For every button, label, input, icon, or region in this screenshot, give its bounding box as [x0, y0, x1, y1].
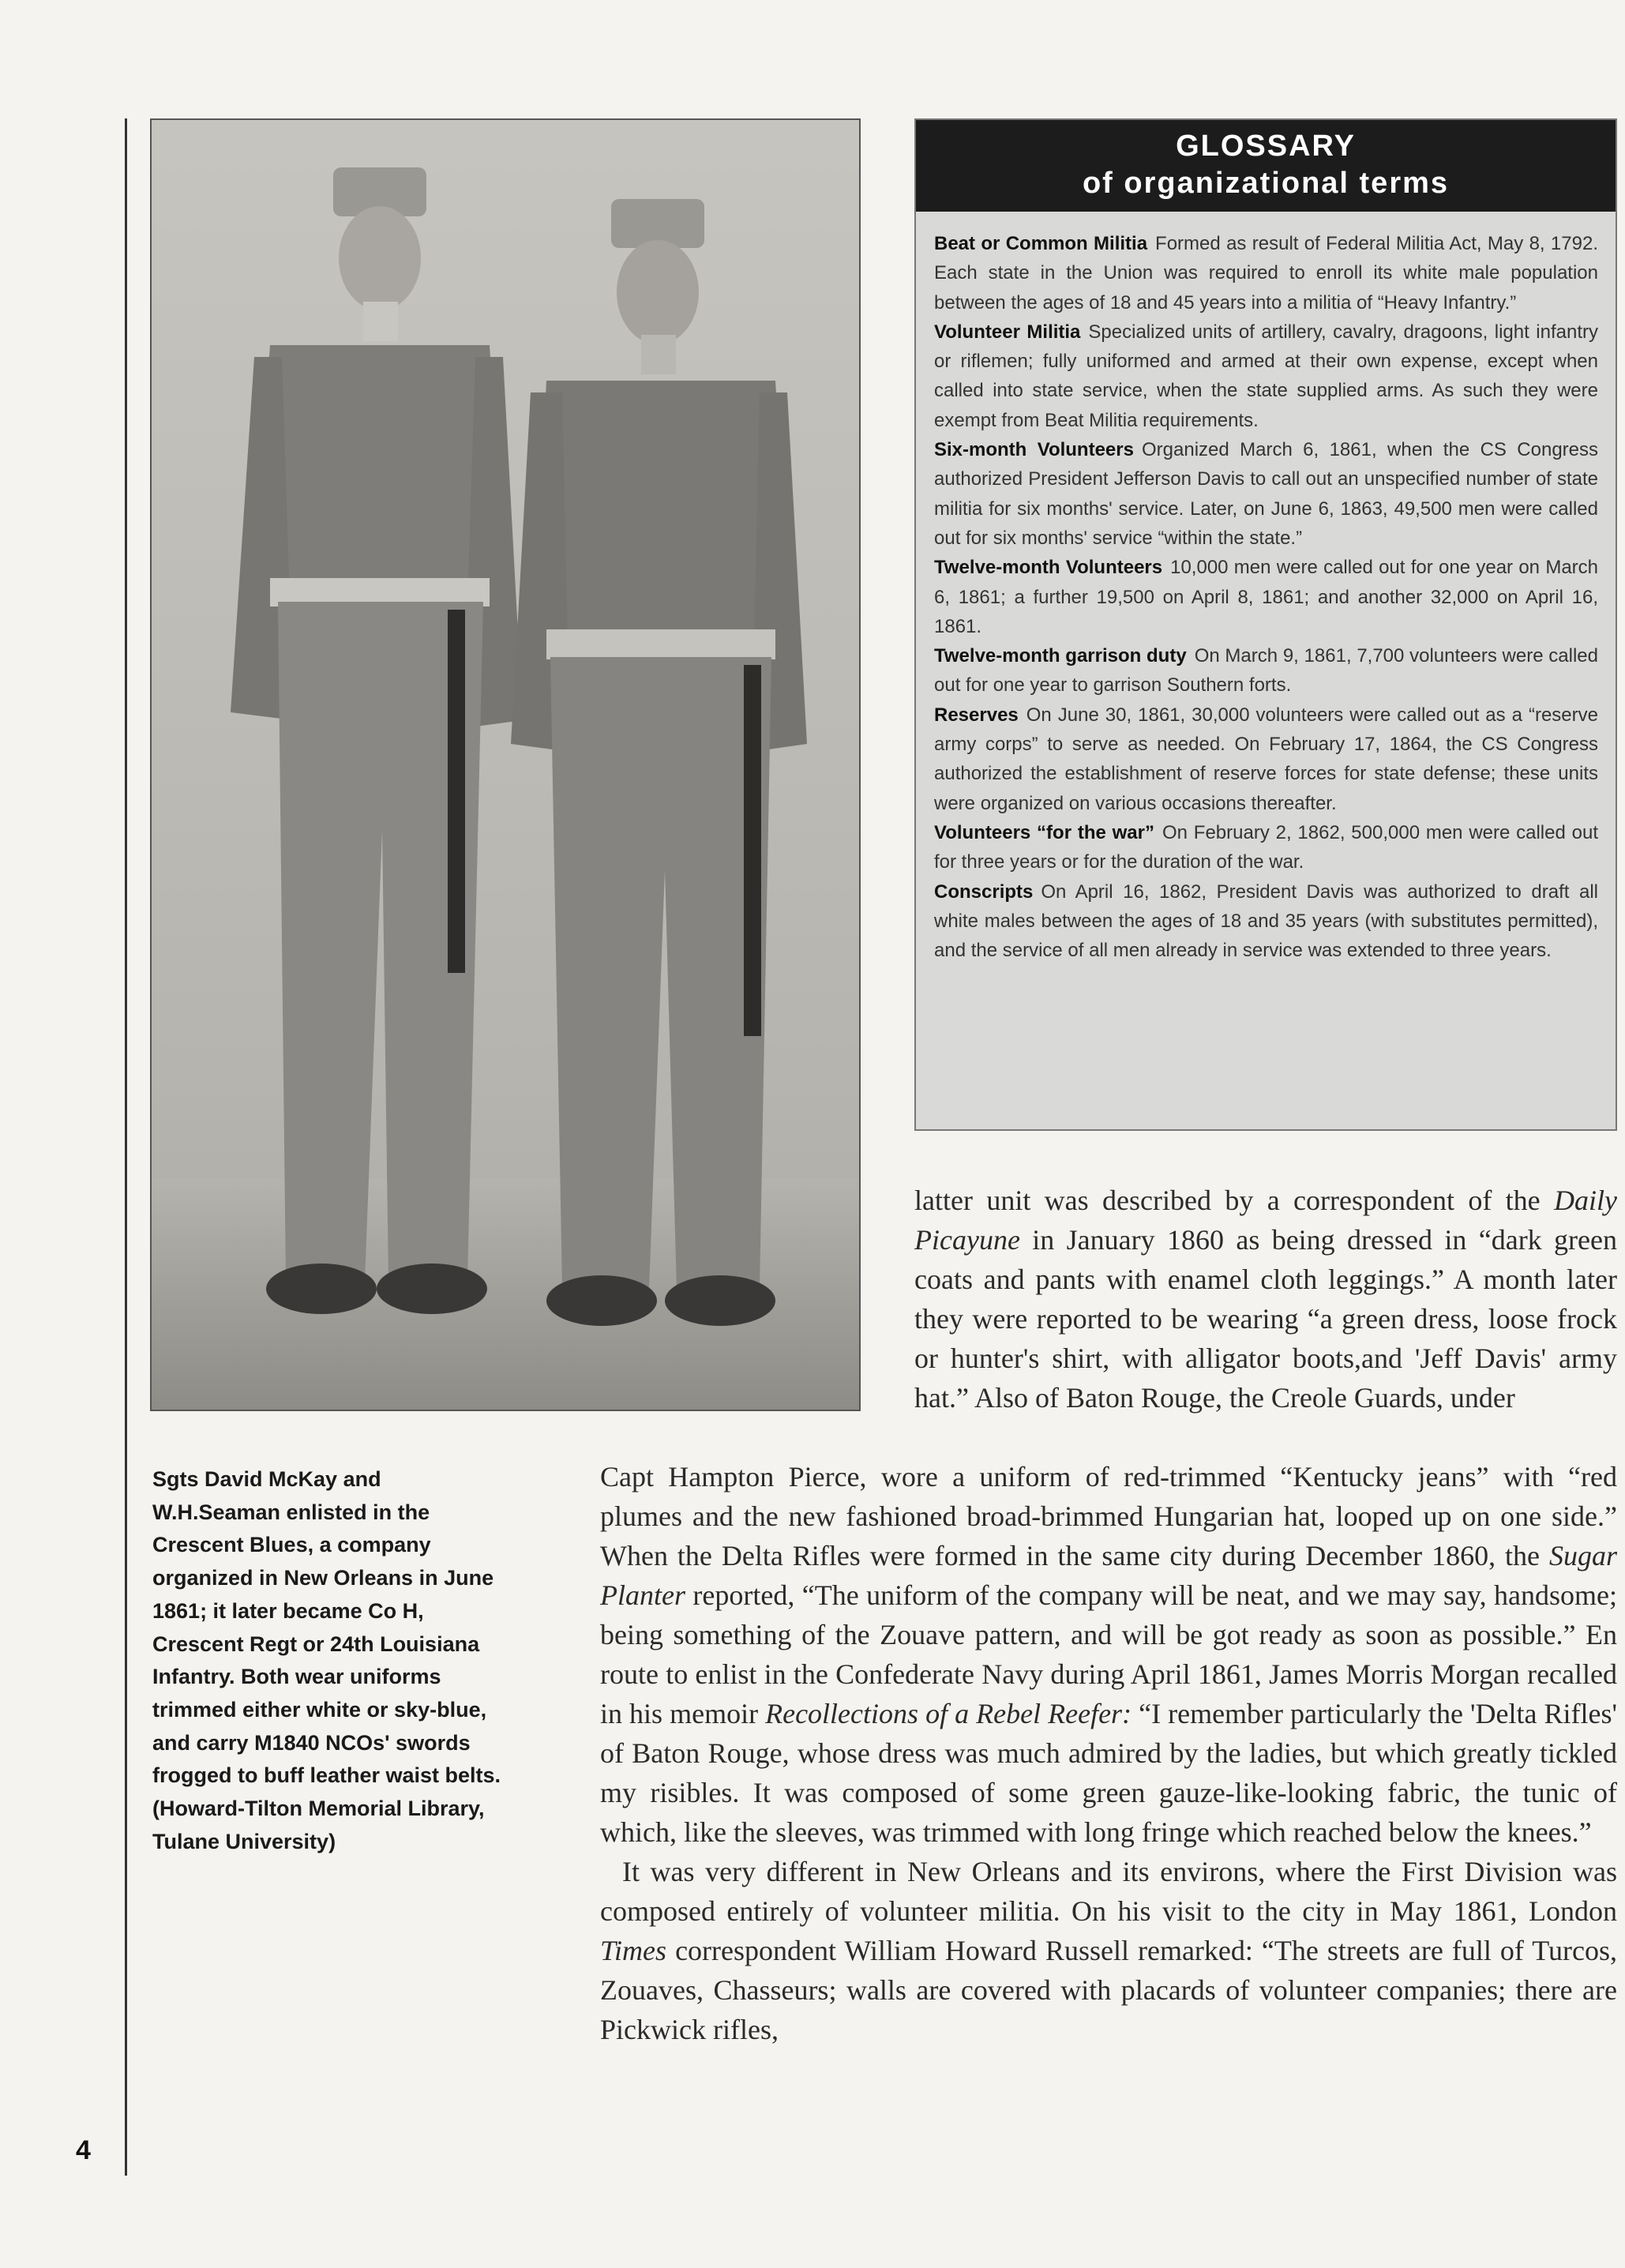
glossary-entry: [934, 317, 1598, 435]
newspaper-title: Daily Picayune: [914, 1185, 1617, 1256]
left-margin-rule: [125, 118, 127, 2176]
body-text-run: correspondent William Howard Russell remarked: “The streets are full of Turcos, Zouaves, Chasseurs; walls are covered with placards of volunteer companies; there are Pickwick rifles,: [600, 1935, 1617, 2045]
glossary-box: [914, 118, 1617, 1131]
glossary-definition: On February 2, 1862, 500,000 men were called out for three years or for the duration of the war.: [934, 821, 1598, 873]
glossary-entry: [934, 229, 1598, 317]
body-text-run: in January 1860 as being dressed in “dark green coats and pants with enamel cloth leggings.” A month later they were reported to be wearing “a green dress, loose frock or hunter's shirt, with alligator boots,and 'Jeff Davis' army hat.” Also of Baton Rouge, the Creole Guards, under: [914, 1224, 1617, 1414]
glossary-entry: [934, 641, 1598, 700]
glossary-definition: Formed as result of Federal Militia Act, May 8, 1792. Each state in the Union was required to enroll its white male population between the ages of 18 and 45 years into a militia of “Heavy Infantry.”: [934, 233, 1598, 314]
glossary-entry: [934, 818, 1598, 877]
glossary-term: Twelve-month Volunteers: [934, 557, 1163, 579]
glossary-term: Volunteer Militia: [934, 321, 1081, 343]
body-text-lower: [600, 1457, 1617, 2049]
glossary-definition: Specialized units of artillery, cavalry, dragoons, light infantry or riflemen; fully uniformed and armed at their own expense, except when called into state service, when the state supplied arms. As such they were exempt from Beat Militia requirements.: [934, 321, 1599, 431]
glossary-subtitle: of organizational terms: [1082, 167, 1450, 200]
glossary-term: Reserves: [934, 704, 1019, 726]
body-text-run: Capt Hampton Pierce, wore a uniform of red-trimmed “Kentucky jeans” with “red plumes and the new fashioned broad-brimmed Hungarian hat, looped up on one side.” When the Delta Rifles were formed in the same city during December 1860, the: [600, 1461, 1617, 1571]
body-text-run: “I remember particularly the 'Delta Rifles' of Baton Rouge, whose dress was much admired by the ladies, but which greatly tickled my risibles. It was composed of some green gauze-like-looking fabric, the tunic of which, like the sleeves, was trimmed with long fringe which reached below the knees.”: [600, 1698, 1617, 1848]
glossary-term: Beat or Common Militia: [934, 233, 1148, 254]
glossary-header: [916, 120, 1616, 212]
glossary-term: Six-month Volunteers: [934, 439, 1134, 461]
glossary-definition: 10,000 men were called out for one year on March 6, 1861; a further 19,500 on April 8, 1861; and another 32,000 on April 16, 1861.: [934, 557, 1599, 637]
body-paragraph: [914, 1181, 1617, 1418]
body-text-run: reported, “The uniform of the company will be neat, and we may say, handsome; being something of the Zouave pattern, and will be got ready as soon as possible.” En route to enlist in the Confederate Navy during April 1861, James Morris Morgan recalled in his memoir: [600, 1579, 1617, 1729]
newspaper-title: Sugar Planter: [600, 1540, 1617, 1611]
glossary-definition: On March 9, 1861, 7,700 volunteers were called out for one year to garrison Southern forts.: [934, 645, 1598, 697]
glossary-entry: [934, 700, 1598, 818]
glossary-term: Conscripts: [934, 881, 1034, 903]
glossary-term: Twelve-month garrison duty: [934, 645, 1187, 667]
glossary-definition: On June 30, 1861, 30,000 volunteers were called out as a “reserve army corps” to serve as needed. On February 17, 1864, the CS Congress authorized the establishment of reserve forces for state defense; these units were organized on various occasions thereafter.: [934, 704, 1598, 814]
book-title: Recollections of a Rebel Reefer:: [765, 1698, 1132, 1729]
glossary-entry: [934, 877, 1598, 966]
glossary-title: GLOSSARY: [1176, 130, 1356, 163]
photo-caption: Sgts David McKay and W.H.Seaman enlisted in the Crescent Blues, a company organized in New Orleans in June 1861; it later became Co H, Crescent Regt or 24th Louisiana Infantry. Both wear uniforms trimmed either white or sky-blue, and carry M1840 NCOs' swords frogged to buff leather waist belts. (Howard-Tilton Memorial Library, Tulane University): [152, 1467, 501, 1853]
glossary-definition: On April 16, 1862, President Davis was authorized to draft all white males between the ages of 18 and 35 years (with substitutes permitted), and the service of all men already in service was extended to three years.: [934, 881, 1598, 962]
body-paragraph: [600, 1852, 1617, 2049]
body-text-run: latter unit was described by a correspondent of the: [914, 1185, 1555, 1216]
glossary-entry: [934, 435, 1598, 553]
body-paragraph: [600, 1457, 1617, 1852]
body-text-upper: [914, 1181, 1617, 1418]
newspaper-title: Times: [600, 1935, 667, 1966]
photo-two-soldiers-icon: [152, 120, 859, 1410]
glossary-entry: [934, 553, 1598, 641]
glossary-definition: Organized March 6, 1861, when the CS Congress authorized President Jefferson Davis to call out an unspecified number of state militia for six months' service. Later, on June 6, 1863, 49,500 men were called out for six months' service “within the state.”: [934, 439, 1599, 549]
body-text-run: It was very different in New Orleans and its environs, where the First Division was composed entirely of volunteer militia. On his visit to the city in May 1861, London: [600, 1856, 1617, 1927]
glossary-term: Volunteers “for the war”: [934, 821, 1154, 843]
glossary-entries: [916, 212, 1616, 965]
page-number: 4: [76, 2135, 91, 2165]
soldiers-photograph: [150, 118, 861, 1411]
